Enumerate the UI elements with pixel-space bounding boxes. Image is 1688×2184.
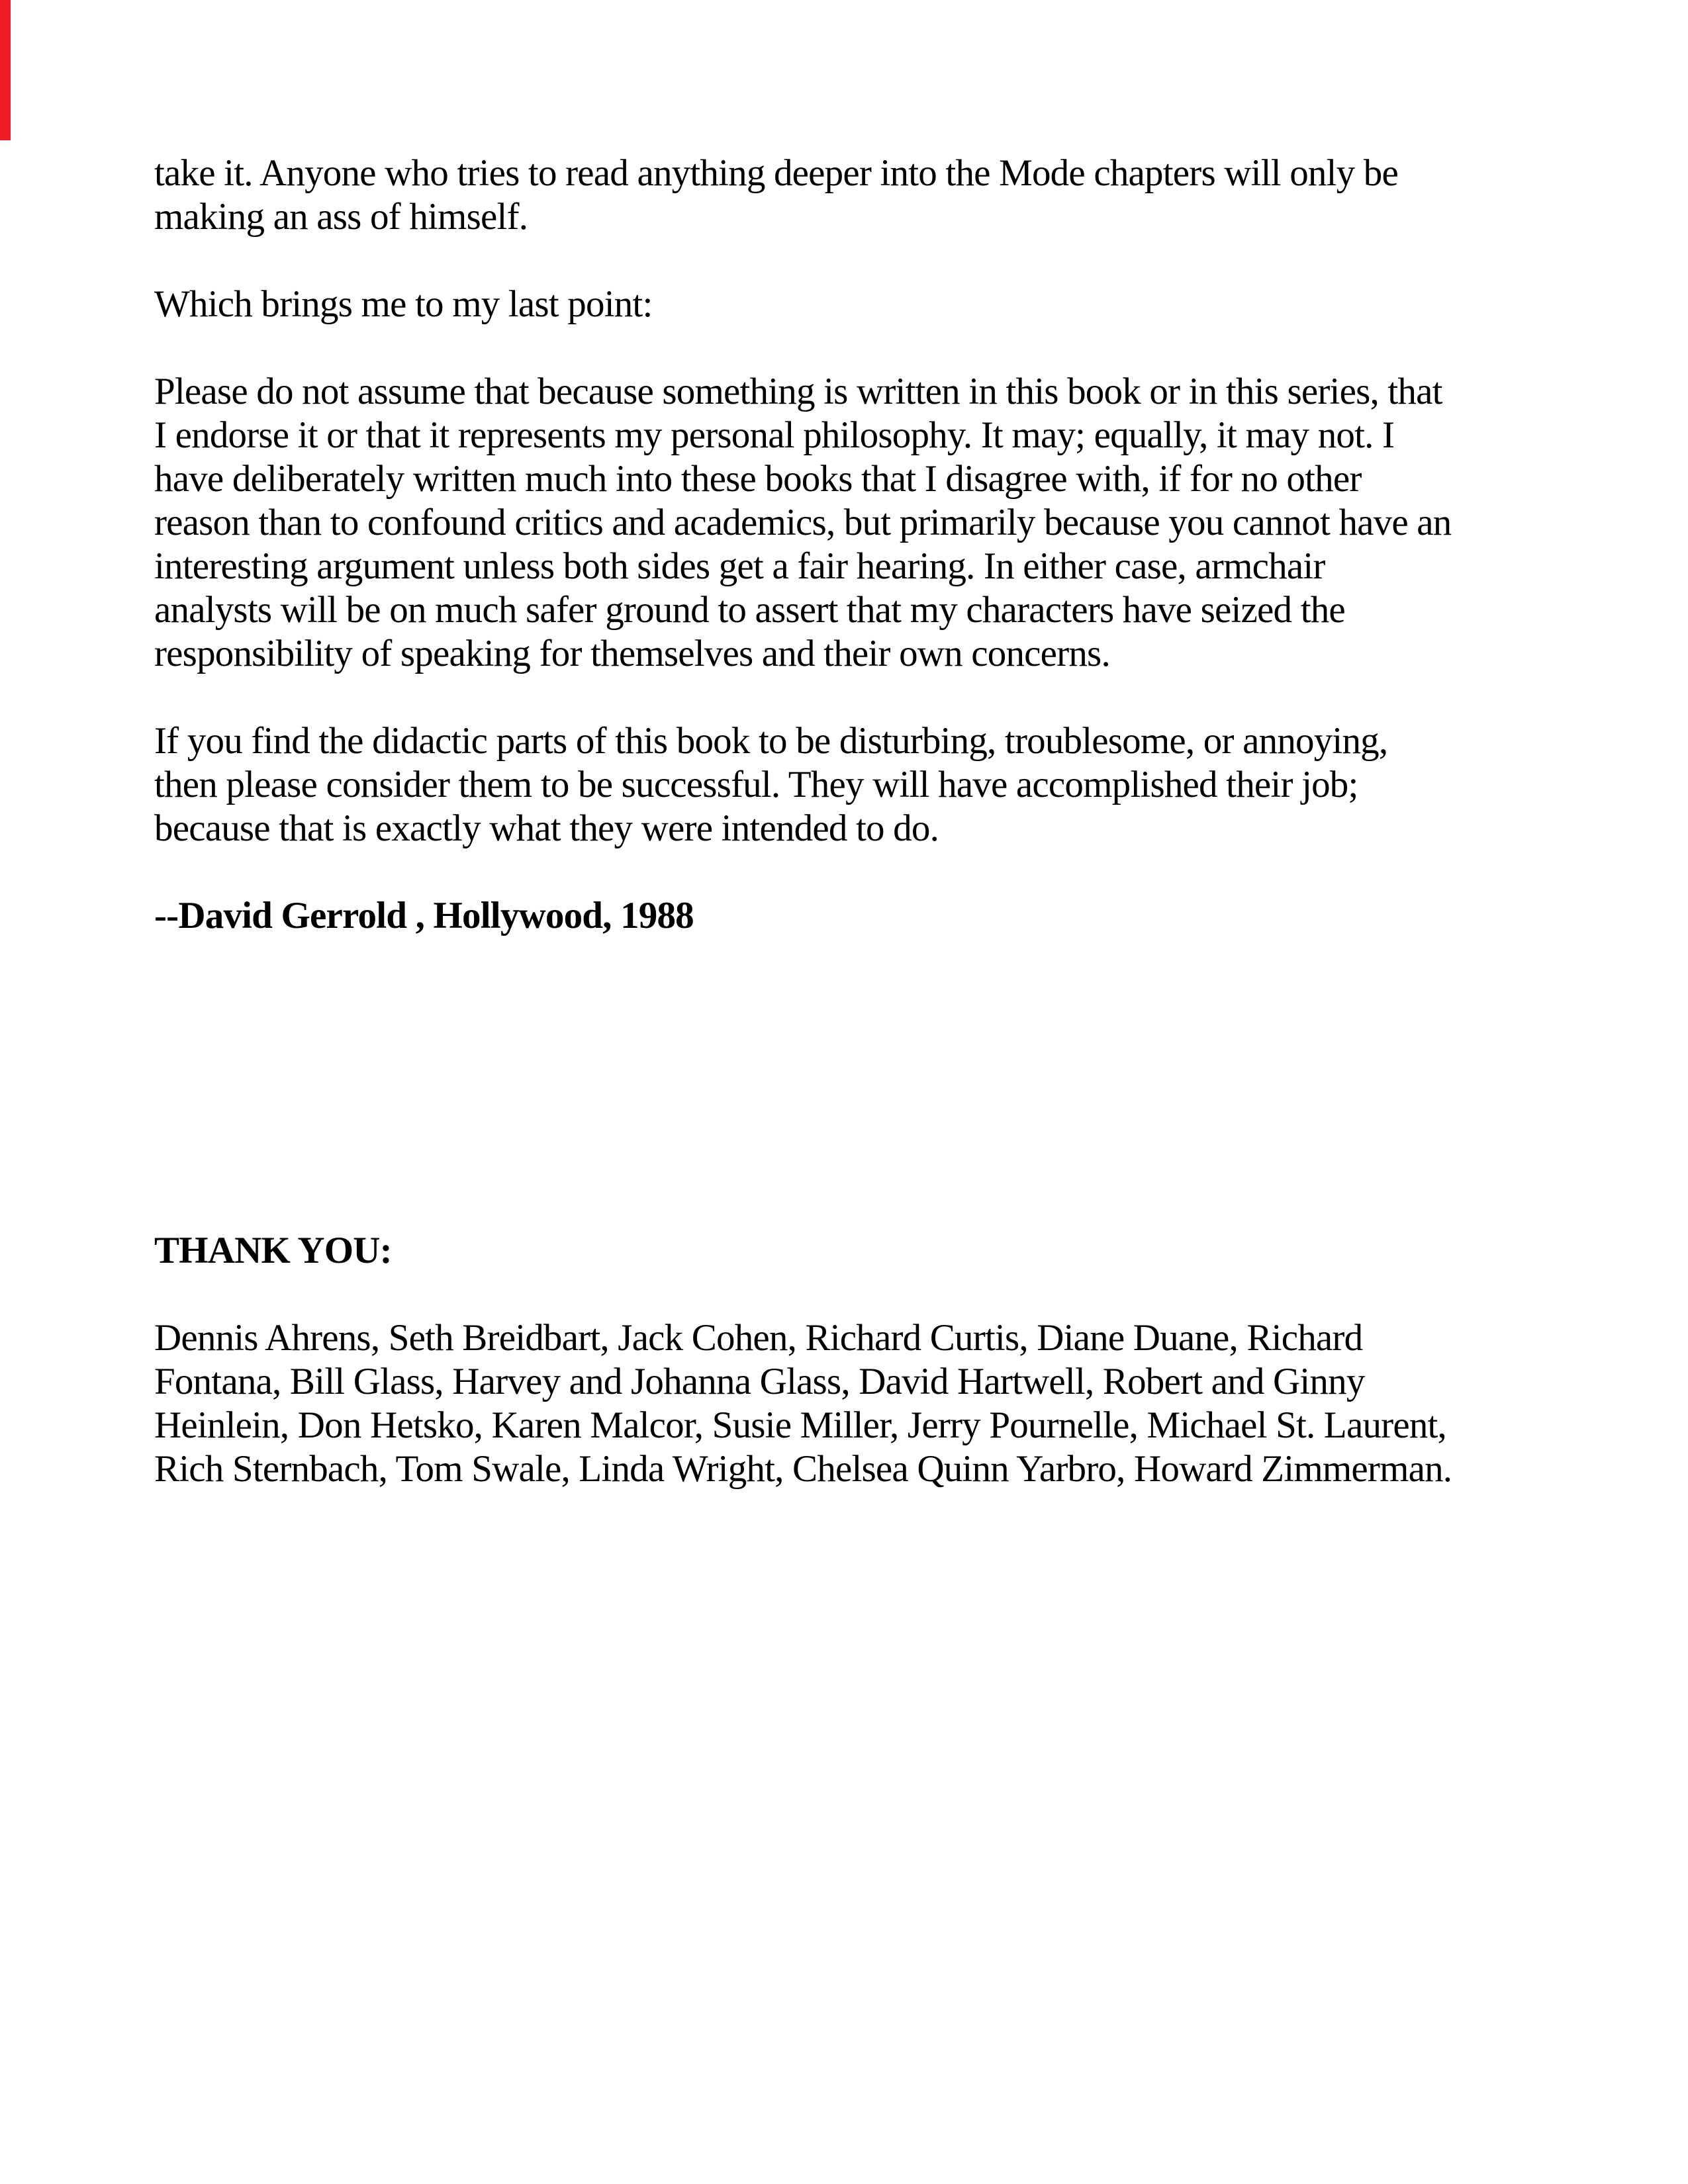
text-line: Rich Sternbach, Tom Swale, Linda Wright, Chelsea Quinn Yarbro, Howard Zimmerman. bbox=[154, 1448, 1452, 1490]
text-line: --David Gerrold , Hollywood, 1988 bbox=[154, 895, 694, 936]
acknowledgements-list bbox=[154, 1316, 1615, 1491]
thank-you-heading bbox=[154, 1229, 1615, 1273]
text-line: Which brings me to my last point: bbox=[154, 283, 653, 325]
paragraph-mode-chapters bbox=[154, 152, 1615, 239]
text-line: If you find the didactic parts of this book to be disturbing, troublesome, or annoying, bbox=[154, 720, 1388, 762]
text-line: THANK YOU: bbox=[154, 1230, 392, 1271]
text-line: I endorse it or that it represents my personal philosophy. It may; equally, it may not. I bbox=[154, 414, 1395, 456]
text-line: making an ass of himself. bbox=[154, 196, 528, 238]
text-line: take it. Anyone who tries to read anything deeper into the Mode chapters will only be bbox=[154, 152, 1398, 194]
text-line: have deliberately written much into these books that I disagree with, if for no other bbox=[154, 458, 1362, 500]
text-line: because that is exactly what they were intended to do. bbox=[154, 807, 939, 849]
paragraph-didactic bbox=[154, 719, 1615, 850]
paragraph-disclaimer bbox=[154, 370, 1615, 676]
text-line: Fontana, Bill Glass, Harvey and Johanna Glass, David Hartwell, Robert and Ginny bbox=[154, 1361, 1365, 1402]
text-line: analysts will be on much safer ground to assert that my characters have seized the bbox=[154, 589, 1345, 631]
text-line: Heinlein, Don Hetsko, Karen Malcor, Susie Miller, Jerry Pournelle, Michael St. Laurent, bbox=[154, 1404, 1447, 1446]
signature-line bbox=[154, 894, 1615, 938]
text-line: reason than to confound critics and academics, but primarily because you cannot have an bbox=[154, 502, 1452, 543]
text-line: interesting argument unless both sides get a fair hearing. In either case, armchair bbox=[154, 545, 1325, 587]
paragraph-last-point bbox=[154, 283, 1615, 326]
text-line: then please consider them to be successful. They will have accomplished their job; bbox=[154, 764, 1358, 805]
text-line: Please do not assume that because something is written in this book or in this series, that bbox=[154, 371, 1442, 412]
text-line: Dennis Ahrens, Seth Breidbart, Jack Cohen, Richard Curtis, Diane Duane, Richard bbox=[154, 1317, 1363, 1359]
text-line: responsibility of speaking for themselves and their own concerns. bbox=[154, 633, 1110, 674]
scan-artifact-red-stripe bbox=[0, 0, 11, 140]
